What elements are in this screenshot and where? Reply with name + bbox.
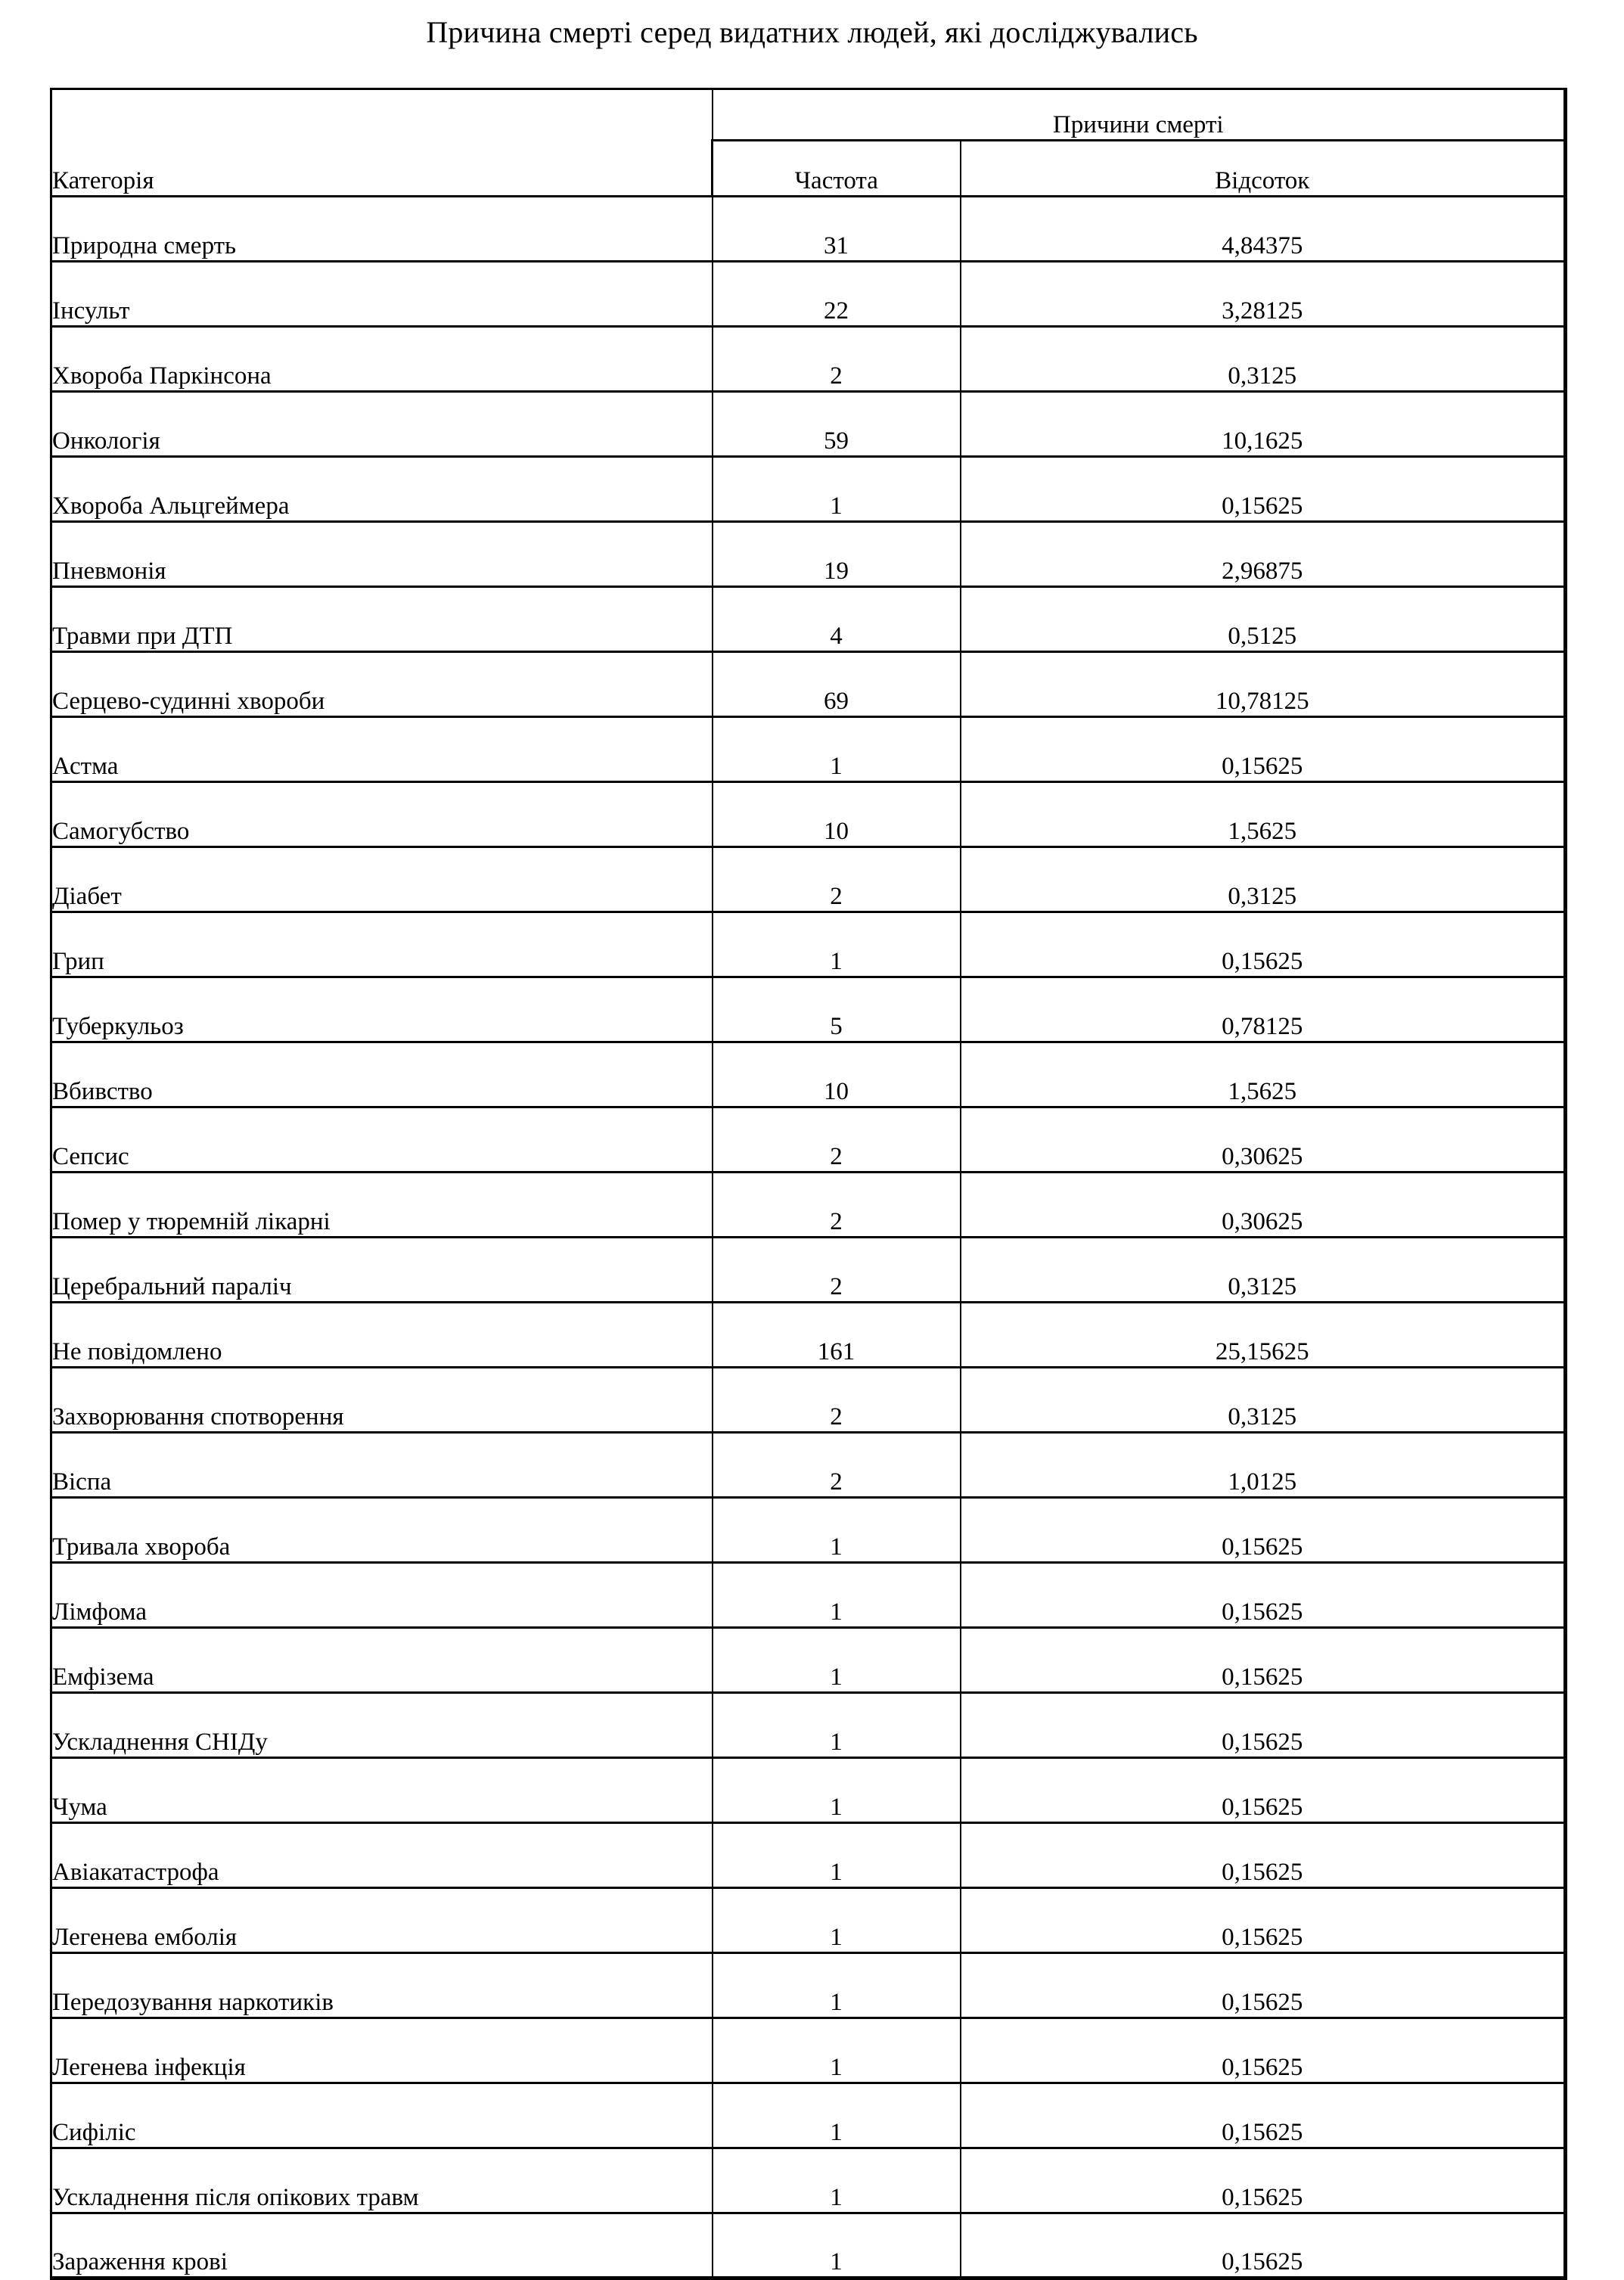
table-header	[51, 89, 1566, 197]
cell-percent: 0,15625	[961, 1563, 1566, 1628]
cell-percent: 1,0125	[961, 1433, 1566, 1498]
cell-percent: 0,15625	[961, 2083, 1566, 2148]
cell-category: Грип	[51, 912, 713, 977]
cell-percent: 4,84375	[961, 197, 1566, 262]
cell-percent: 0,15625	[961, 1498, 1566, 1563]
column-header-frequency: Частота	[713, 141, 961, 197]
cell-percent: 0,15625	[961, 1953, 1566, 2018]
cell-frequency: 1	[713, 457, 961, 522]
cell-frequency: 5	[713, 977, 961, 1042]
cell-frequency: 2	[713, 1368, 961, 1433]
table-row	[51, 2213, 1566, 2278]
cell-category: Ускладнення СНІДу	[51, 1693, 713, 1758]
table-row	[51, 392, 1566, 457]
cell-category: Самогубство	[51, 782, 713, 847]
table-body	[51, 197, 1566, 2278]
cell-category: Лімфома	[51, 1563, 713, 1628]
cell-category: Віспа	[51, 1433, 713, 1498]
cell-frequency: 2	[713, 1433, 961, 1498]
page-title: Причина смерті серед видатних людей, які досліджувались	[426, 15, 1198, 49]
cell-category: Сепсис	[51, 1107, 713, 1173]
table-row	[51, 977, 1566, 1042]
cell-category: Тривала хвороба	[51, 1498, 713, 1563]
cell-percent: 1,5625	[961, 1042, 1566, 1107]
cell-frequency: 1	[713, 717, 961, 782]
table-row	[51, 717, 1566, 782]
table-row	[51, 912, 1566, 977]
cell-category: Природна смерть	[51, 197, 713, 262]
cell-category: Ускладнення після опікових травм	[51, 2148, 713, 2213]
table-row	[51, 1823, 1566, 1888]
cell-frequency: 4	[713, 587, 961, 652]
table-row	[51, 1433, 1566, 1498]
cell-frequency: 2	[713, 1238, 961, 1303]
cell-category: Помер у тюремній лікарні	[51, 1173, 713, 1238]
cell-category: Серцево-судинні хвороби	[51, 652, 713, 717]
table-row	[51, 522, 1566, 587]
cell-category: Церебральний параліч	[51, 1238, 713, 1303]
cell-category: Туберкульоз	[51, 977, 713, 1042]
cell-frequency: 1	[713, 1498, 961, 1563]
frequency-table	[50, 88, 1567, 2280]
cell-frequency: 10	[713, 1042, 961, 1107]
table-row	[51, 2083, 1566, 2148]
table-row	[51, 1693, 1566, 1758]
cell-category: Легенева емболія	[51, 1888, 713, 1953]
cell-percent: 2,96875	[961, 522, 1566, 587]
cell-frequency: 1	[713, 912, 961, 977]
table-header-row-group	[51, 89, 1566, 141]
table-row	[51, 1563, 1566, 1628]
cell-category: Зараження крові	[51, 2213, 713, 2278]
cell-frequency: 1	[713, 1823, 961, 1888]
cell-percent: 3,28125	[961, 262, 1566, 327]
table-row	[51, 2148, 1566, 2213]
table-row	[51, 1498, 1566, 1563]
cell-category: Емфізема	[51, 1628, 713, 1693]
cell-frequency: 31	[713, 197, 961, 262]
cell-percent: 0,15625	[961, 1628, 1566, 1693]
cell-category: Сифіліс	[51, 2083, 713, 2148]
cell-category: Онкологія	[51, 392, 713, 457]
cell-category: Діабет	[51, 847, 713, 912]
cell-frequency: 1	[713, 1888, 961, 1953]
table-row	[51, 1888, 1566, 1953]
cell-frequency: 1	[713, 1693, 961, 1758]
cell-frequency: 59	[713, 392, 961, 457]
cell-percent: 0,5125	[961, 587, 1566, 652]
table-row	[51, 457, 1566, 522]
cell-category: Астма	[51, 717, 713, 782]
column-header-category: Категорія	[51, 89, 713, 197]
cell-percent: 0,15625	[961, 1823, 1566, 1888]
table-row	[51, 1628, 1566, 1693]
table-row	[51, 652, 1566, 717]
cell-category: Хвороба Альцгеймера	[51, 457, 713, 522]
cell-frequency: 2	[713, 847, 961, 912]
cell-percent: 10,78125	[961, 652, 1566, 717]
table-row	[51, 262, 1566, 327]
cell-category: Пневмонія	[51, 522, 713, 587]
table-row	[51, 1303, 1566, 1368]
cell-category: Вбивство	[51, 1042, 713, 1107]
cell-percent: 0,15625	[961, 457, 1566, 522]
table-row	[51, 782, 1566, 847]
cell-percent: 0,30625	[961, 1173, 1566, 1238]
column-group-header-causes-of-death: Причини смерті	[713, 89, 1566, 141]
table-row	[51, 1173, 1566, 1238]
cell-frequency: 1	[713, 1758, 961, 1823]
cell-percent: 0,30625	[961, 1107, 1566, 1173]
cell-percent: 0,15625	[961, 2213, 1566, 2278]
cell-category: Чума	[51, 1758, 713, 1823]
table-row	[51, 197, 1566, 262]
cell-percent: 0,15625	[961, 2148, 1566, 2213]
cell-category: Захворювання спотворення	[51, 1368, 713, 1433]
cell-frequency: 19	[713, 522, 961, 587]
cell-frequency: 2	[713, 327, 961, 392]
cell-frequency: 1	[713, 2083, 961, 2148]
cell-frequency: 161	[713, 1303, 961, 1368]
table-row	[51, 327, 1566, 392]
cell-category: Авіакатастрофа	[51, 1823, 713, 1888]
table-row	[51, 1107, 1566, 1173]
cell-percent: 0,3125	[961, 1368, 1566, 1433]
cell-category: Інсульт	[51, 262, 713, 327]
cell-frequency: 1	[713, 1628, 961, 1693]
cell-percent: 25,15625	[961, 1303, 1566, 1368]
cell-percent: 0,15625	[961, 1693, 1566, 1758]
frequency-table-container	[50, 88, 1564, 2280]
table-row	[51, 847, 1566, 912]
cell-category: Легенева інфекція	[51, 2018, 713, 2083]
cell-percent: 0,15625	[961, 1888, 1566, 1953]
cell-frequency: 2	[713, 1107, 961, 1173]
cell-frequency: 1	[713, 1953, 961, 2018]
cell-frequency: 1	[713, 1563, 961, 1628]
cell-percent: 0,3125	[961, 1238, 1566, 1303]
cell-category: Травми при ДТП	[51, 587, 713, 652]
column-header-percent: Відсоток	[961, 141, 1566, 197]
table-row	[51, 1368, 1566, 1433]
table-row	[51, 1758, 1566, 1823]
cell-percent: 0,15625	[961, 2018, 1566, 2083]
cell-percent: 0,15625	[961, 717, 1566, 782]
cell-frequency: 1	[713, 2213, 961, 2278]
cell-frequency: 10	[713, 782, 961, 847]
cell-percent: 0,15625	[961, 912, 1566, 977]
cell-category: Не повідомлено	[51, 1303, 713, 1368]
cell-frequency: 2	[713, 1173, 961, 1238]
table-row	[51, 1238, 1566, 1303]
cell-percent: 0,3125	[961, 327, 1566, 392]
cell-frequency: 22	[713, 262, 961, 327]
cell-frequency: 69	[713, 652, 961, 717]
cell-category: Передозування наркотиків	[51, 1953, 713, 2018]
cell-category: Хвороба Паркінсона	[51, 327, 713, 392]
table-row	[51, 1953, 1566, 2018]
table-row	[51, 1042, 1566, 1107]
cell-percent: 0,3125	[961, 847, 1566, 912]
cell-percent: 0,15625	[961, 1758, 1566, 1823]
cell-percent: 0,78125	[961, 977, 1566, 1042]
table-row	[51, 2018, 1566, 2083]
cell-percent: 10,1625	[961, 392, 1566, 457]
cell-frequency: 1	[713, 2018, 961, 2083]
table-row	[51, 587, 1566, 652]
cell-frequency: 1	[713, 2148, 961, 2213]
cell-percent: 1,5625	[961, 782, 1566, 847]
